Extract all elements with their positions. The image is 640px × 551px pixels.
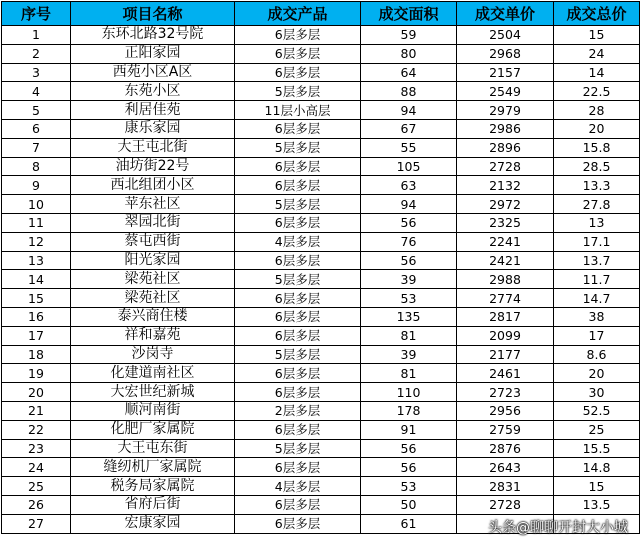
cell-serial: 1 — [2, 26, 71, 45]
table-row — [2, 213, 640, 232]
table-row — [2, 232, 640, 251]
cell-unit-price: 2132 — [457, 176, 554, 195]
cell-area: 39 — [361, 345, 457, 364]
cell-area: 56 — [361, 213, 457, 232]
cell-project-name: 正阳家园 — [71, 44, 235, 63]
cell-serial: 4 — [2, 82, 71, 101]
cell-area: 56 — [361, 251, 457, 270]
table-row — [2, 176, 640, 195]
table-row — [2, 345, 640, 364]
cell-serial: 15 — [2, 289, 71, 308]
cell-serial: 24 — [2, 458, 71, 477]
cell-total-price: 14.8 — [554, 458, 640, 477]
table-row — [2, 63, 640, 82]
cell-area: 39 — [361, 270, 457, 289]
cell-unit-price: 2099 — [457, 326, 554, 345]
cell-unit-price: 2643 — [457, 458, 554, 477]
cell-area: 67 — [361, 119, 457, 138]
cell-product: 6层多层 — [235, 420, 361, 439]
cell-total-price: 13 — [554, 213, 640, 232]
cell-total-price: 17 — [554, 326, 640, 345]
cell-project-name: 阳光家园 — [71, 251, 235, 270]
cell-project-name: 缝纫机厂家属院 — [71, 458, 235, 477]
cell-area: 94 — [361, 101, 457, 120]
cell-unit-price: 2956 — [457, 401, 554, 420]
cell-project-name: 东环北路32号院 — [71, 26, 235, 45]
cell-project-name: 祥和嘉苑 — [71, 326, 235, 345]
cell-area: 76 — [361, 232, 457, 251]
table-row — [2, 383, 640, 402]
cell-serial: 21 — [2, 401, 71, 420]
cell-total-price: 17.1 — [554, 232, 640, 251]
table-row — [2, 82, 640, 101]
cell-area: 105 — [361, 157, 457, 176]
cell-serial: 12 — [2, 232, 71, 251]
cell-serial: 16 — [2, 307, 71, 326]
cell-serial: 23 — [2, 439, 71, 458]
cell-serial: 6 — [2, 119, 71, 138]
cell-project-name: 梁苑社区 — [71, 289, 235, 308]
table-row — [2, 289, 640, 308]
cell-product: 5层多层 — [235, 195, 361, 214]
table-row — [2, 477, 640, 496]
table-row — [2, 270, 640, 289]
cell-unit-price: 2504 — [457, 26, 554, 45]
cell-product: 6层多层 — [235, 26, 361, 45]
cell-unit-price: 2972 — [457, 195, 554, 214]
cell-product: 6层多层 — [235, 44, 361, 63]
cell-total-price: 15.8 — [554, 138, 640, 157]
cell-unit-price: 2723 — [457, 383, 554, 402]
cell-total-price: 38 — [554, 307, 640, 326]
cell-unit-price: 2421 — [457, 251, 554, 270]
cell-area: 91 — [361, 420, 457, 439]
cell-project-name: 大王屯北街 — [71, 138, 235, 157]
table-row — [2, 195, 640, 214]
cell-unit-price: 2988 — [457, 270, 554, 289]
cell-serial: 19 — [2, 364, 71, 383]
cell-total-price: 15 — [554, 26, 640, 45]
cell-total-price: 14.7 — [554, 289, 640, 308]
cell-project-name: 大王屯东街 — [71, 439, 235, 458]
cell-project-name: 康乐家园 — [71, 119, 235, 138]
cell-unit-price: 2876 — [457, 439, 554, 458]
cell-unit-price: 2979 — [457, 101, 554, 120]
header-product: 成交产品 — [235, 2, 361, 26]
cell-project-name: 利居佳苑 — [71, 101, 235, 120]
cell-product: 5层多层 — [235, 138, 361, 157]
cell-product: 5层多层 — [235, 82, 361, 101]
table-row — [2, 326, 640, 345]
cell-project-name: 化建道南社区 — [71, 364, 235, 383]
cell-unit-price: 2817 — [457, 307, 554, 326]
cell-total-price: 24 — [554, 44, 640, 63]
cell-area: 81 — [361, 326, 457, 345]
cell-serial: 20 — [2, 383, 71, 402]
cell-unit-price: 2896 — [457, 138, 554, 157]
cell-serial: 9 — [2, 176, 71, 195]
cell-unit-price: 2177 — [457, 345, 554, 364]
cell-unit-price: 2241 — [457, 232, 554, 251]
table-row — [2, 101, 640, 120]
cell-project-name: 苹东社区 — [71, 195, 235, 214]
cell-unit-price: 2728 — [457, 495, 554, 514]
header-project-name: 项目名称 — [71, 2, 235, 26]
cell-serial: 13 — [2, 251, 71, 270]
cell-area: 135 — [361, 307, 457, 326]
cell-area: 53 — [361, 477, 457, 496]
cell-project-name: 油坊街22号 — [71, 157, 235, 176]
cell-area: 81 — [361, 364, 457, 383]
cell-project-name: 翠园北街 — [71, 213, 235, 232]
cell-serial: 11 — [2, 213, 71, 232]
cell-total-price: 20 — [554, 364, 640, 383]
cell-total-price: 25 — [554, 420, 640, 439]
table-row — [2, 26, 640, 45]
table-row — [2, 251, 640, 270]
header-area: 成交面积 — [361, 2, 457, 26]
cell-total-price: 28.5 — [554, 157, 640, 176]
cell-area: 61 — [361, 514, 457, 533]
cell-product: 6层多层 — [235, 157, 361, 176]
cell-serial: 25 — [2, 477, 71, 496]
cell-serial: 2 — [2, 44, 71, 63]
cell-product: 6层多层 — [235, 213, 361, 232]
cell-area: 50 — [361, 495, 457, 514]
cell-product: 6层多层 — [235, 176, 361, 195]
cell-total-price: 13.5 — [554, 495, 640, 514]
cell-total-price: 13.7 — [554, 251, 640, 270]
cell-product: 6层多层 — [235, 458, 361, 477]
cell-total-price: 20 — [554, 119, 640, 138]
cell-project-name: 蔡屯西街 — [71, 232, 235, 251]
cell-unit-price: 2728 — [457, 157, 554, 176]
cell-area: 178 — [361, 401, 457, 420]
table-row — [2, 44, 640, 63]
cell-unit-price: 2549 — [457, 82, 554, 101]
cell-unit-price: 2774 — [457, 289, 554, 308]
cell-serial: 8 — [2, 157, 71, 176]
housing-transaction-table — [1, 1, 640, 534]
table-row — [2, 364, 640, 383]
cell-serial: 18 — [2, 345, 71, 364]
cell-product: 6层多层 — [235, 307, 361, 326]
cell-project-name: 西苑小区A区 — [71, 63, 235, 82]
cell-area: 53 — [361, 289, 457, 308]
cell-product: 6层多层 — [235, 251, 361, 270]
cell-serial: 14 — [2, 270, 71, 289]
cell-product: 5层多层 — [235, 270, 361, 289]
cell-total-price: 22.5 — [554, 82, 640, 101]
cell-area: 63 — [361, 176, 457, 195]
cell-project-name: 泰兴商住楼 — [71, 307, 235, 326]
cell-project-name: 东苑小区 — [71, 82, 235, 101]
cell-product: 6层多层 — [235, 514, 361, 533]
cell-serial: 17 — [2, 326, 71, 345]
cell-serial: 5 — [2, 101, 71, 120]
cell-unit-price: 2325 — [457, 213, 554, 232]
cell-total-price: 15 — [554, 477, 640, 496]
cell-product: 2层多层 — [235, 401, 361, 420]
watermark-label: 头条@聊聊开封大小城 — [488, 520, 628, 536]
cell-project-name: 沙岗寺 — [71, 345, 235, 364]
cell-unit-price: 2461 — [457, 364, 554, 383]
cell-area: 110 — [361, 383, 457, 402]
header-unit-price: 成交单价 — [457, 2, 554, 26]
cell-serial: 3 — [2, 63, 71, 82]
table-row — [2, 495, 640, 514]
header-row — [2, 2, 640, 26]
table-row — [2, 401, 640, 420]
table-row — [2, 119, 640, 138]
cell-total-price: 27.8 — [554, 195, 640, 214]
table-row — [2, 420, 640, 439]
cell-unit-price: 2759 — [457, 420, 554, 439]
cell-product: 6层多层 — [235, 364, 361, 383]
cell-product: 4层多层 — [235, 477, 361, 496]
table-row — [2, 307, 640, 326]
cell-total-price: 8.6 — [554, 345, 640, 364]
cell-total-price: 28 — [554, 101, 640, 120]
cell-project-name: 顺河南街 — [71, 401, 235, 420]
cell-serial: 22 — [2, 420, 71, 439]
cell-project-name: 化肥厂家属院 — [71, 420, 235, 439]
cell-area: 94 — [361, 195, 457, 214]
cell-serial: 27 — [2, 514, 71, 533]
cell-unit-price: 2831 — [457, 477, 554, 496]
cell-project-name: 梁苑社区 — [71, 270, 235, 289]
cell-serial: 10 — [2, 195, 71, 214]
cell-project-name: 宏康家园 — [71, 514, 235, 533]
cell-area: 55 — [361, 138, 457, 157]
cell-area: 56 — [361, 458, 457, 477]
table-row — [2, 157, 640, 176]
cell-total-price: 13.3 — [554, 176, 640, 195]
cell-area: 88 — [361, 82, 457, 101]
cell-unit-price: 2157 — [457, 63, 554, 82]
cell-product: 11层小高层 — [235, 101, 361, 120]
cell-total-price: 11.7 — [554, 270, 640, 289]
cell-product: 6层多层 — [235, 63, 361, 82]
cell-project-name: 税务局家属院 — [71, 477, 235, 496]
table-row — [2, 458, 640, 477]
cell-area: 80 — [361, 44, 457, 63]
cell-product: 5层多层 — [235, 345, 361, 364]
header-total-price: 成交总价 — [554, 2, 640, 26]
cell-total-price: 52.5 — [554, 401, 640, 420]
cell-total-price: 15.5 — [554, 439, 640, 458]
cell-product: 6层多层 — [235, 326, 361, 345]
cell-total-price: 14 — [554, 63, 640, 82]
cell-product: 6层多层 — [235, 119, 361, 138]
table-row — [2, 439, 640, 458]
cell-product: 6层多层 — [235, 383, 361, 402]
cell-product: 6层多层 — [235, 495, 361, 514]
cell-product: 5层多层 — [235, 439, 361, 458]
cell-serial: 26 — [2, 495, 71, 514]
cell-unit-price: 2968 — [457, 44, 554, 63]
cell-area: 64 — [361, 63, 457, 82]
cell-product: 4层多层 — [235, 232, 361, 251]
cell-product: 6层多层 — [235, 289, 361, 308]
cell-unit-price: 2986 — [457, 119, 554, 138]
cell-area: 56 — [361, 439, 457, 458]
table-body — [2, 26, 640, 534]
cell-total-price: 30 — [554, 383, 640, 402]
cell-project-name: 西北组团小区 — [71, 176, 235, 195]
cell-serial: 7 — [2, 138, 71, 157]
cell-project-name: 大宏世纪新城 — [71, 383, 235, 402]
cell-area: 59 — [361, 26, 457, 45]
header-serial: 序号 — [2, 2, 71, 26]
table-row — [2, 138, 640, 157]
cell-project-name: 省府后街 — [71, 495, 235, 514]
